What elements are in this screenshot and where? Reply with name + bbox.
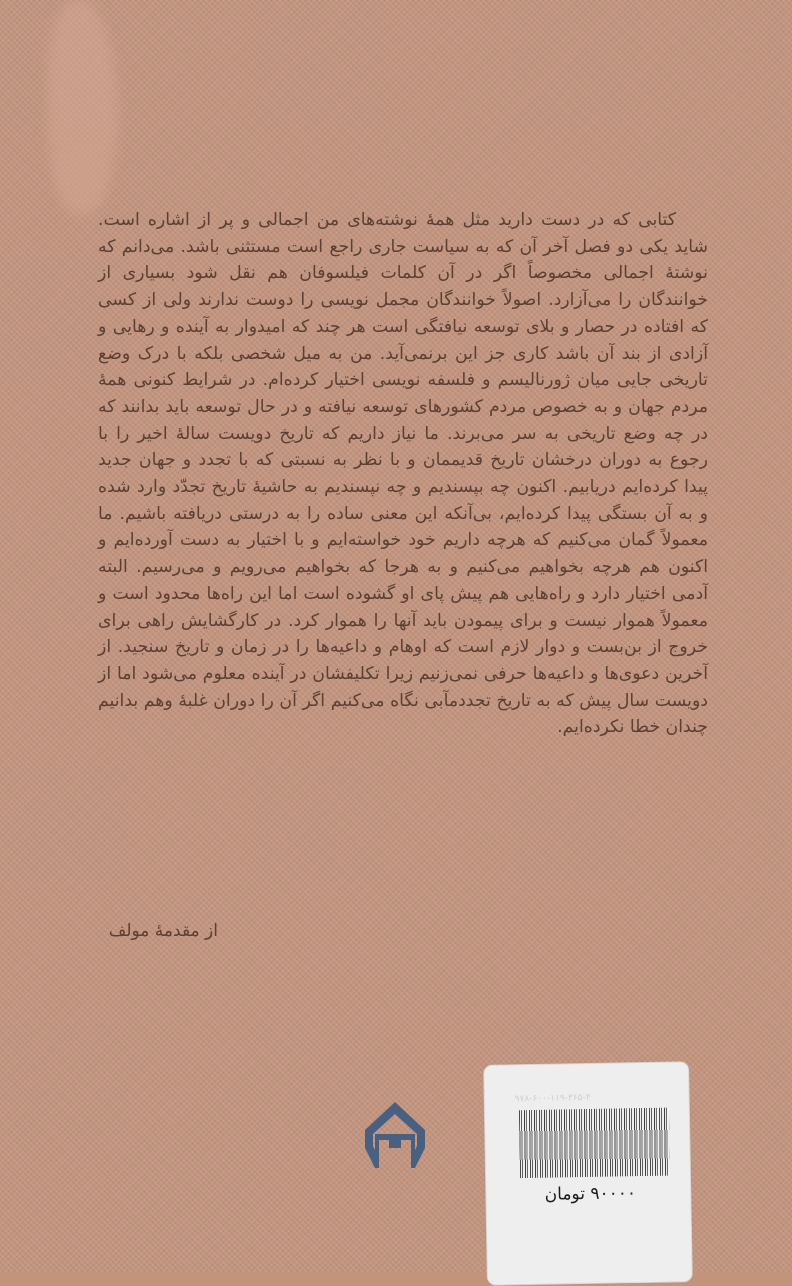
price-sticker — [485, 1063, 691, 1285]
blurb-text — [98, 207, 708, 741]
barcode-icon — [519, 1108, 670, 1179]
price-label: ۹۰۰۰۰ تومان — [544, 1183, 637, 1205]
blurb-paragraph: کتابی که در دست دارید مثل همهٔ نوشته‌های من اجمالی و پر از اشاره است. شاید یکی دو فصل آخر آن که به سیاست جاری راجع است مستثنی باشد. می‌دانم که نوشتهٔ اجمالی مخصوصاً اگر در آن کلمات فیلسوفان هم نقل شود بسیاری از خوانندگان را می‌آزارد. اصولاً خوانندگان مجمل نویسی را دوست ندارند ولی از کسی که افتاده در حصار و بلای توسعه نیافتگی است هر چند که امیدوار به آینده و رهایی و آزادی از بند آن باشد کاری جز این برنمی‌آید. من به میل شخصی بلکه با درک وضع تاریخی جایی میان ژورنالیسم و فلسفه نویسی اختیار کرده‌ام. در شرایط کنونی همهٔ مردم جهان و به خصوص مردم کشورهای توسعه نیافته و در حال توسعه باید بدانند که در چه وضع تاریخی به سر می‌برند. ما نیاز داریم که تاریخ دویست سالهٔ اخیر را با رجوع به دوران درخشان تاریخ قدیممان و با نظر به نسبتی که با تجدد و جهان جدید پیدا کرده‌ایم دریابیم. اکنون چه بپسندیم و چه نپسندیم به حاشیهٔ تاریخ تجدّد وارد شده و به آن بستگی پیدا کرده‌ایم، بی‌آنکه این معنی ساده را به درستی دریافته باشیم. ما معمولاً گمان می‌کنیم که هرچه داریم خود خواسته‌ایم و با اختیار به دست آورده‌ایم و اکنون هم هرچه بخواهیم می‌کنیم و به هرجا که بخواهیم می‌رویم و می‌رسیم. البته آدمی اختیار دارد و راه‌هایی هم پیش پای او گشوده است اما این راه‌ها محدود است و معمولاً هموار نیست و برای پیمودن باید آنها را هموار کرد. در کارگشایش راهی برای خروج از بن‌بست و دوار لازم است که اوهام و داعیه‌ها را در زمان و تاریخ سنجید. از آخرین دعوی‌ها و داعیه‌ها حرفی نمی‌زنیم زیرا تکلیفشان در آینده معلوم می‌شود اما از دویست سال پیش که به تاریخ تجددمآبی نگاه می‌کنیم اگر آن را دوران غلبهٔ وهم بدانیم چندان خطا نکرده‌ایم. — [98, 210, 708, 738]
isbn-faint-text: ۹۷۸-۶۰۰-۱۱۹-۳۶۵-۴ — [514, 1092, 591, 1105]
sticker-background — [483, 1061, 693, 1286]
attribution-text: از مقدمهٔ مولف — [108, 921, 218, 941]
publisher-logo-icon — [361, 1100, 429, 1172]
